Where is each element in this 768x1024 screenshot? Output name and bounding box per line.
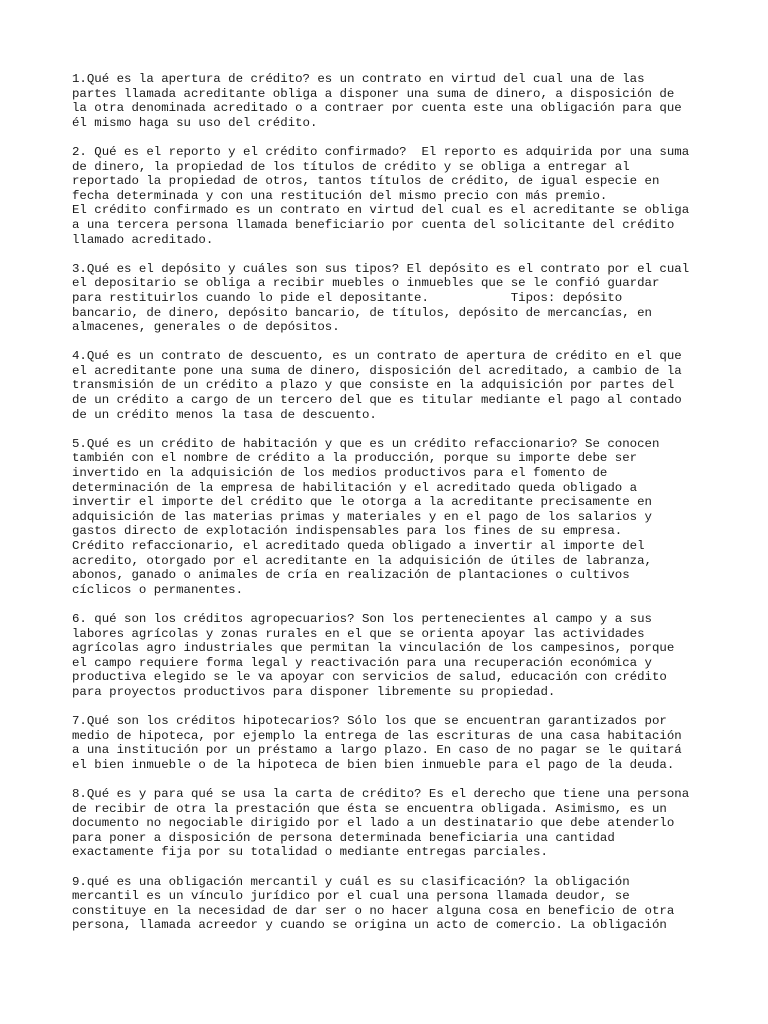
text-line: de recibir de otra la prestación que ésta se encuentra obligada. Asimismo, es un: [72, 801, 667, 816]
text-line: 9.qué es una obligación mercantil y cuál es su clasificación? la obligación: [72, 874, 630, 889]
text-line: el acreditante pone una suma de dinero, disposición del acreditado, a cambio de la: [72, 363, 682, 378]
paragraph: [72, 72, 712, 130]
text-line: 1.Qué es la apertura de crédito? es un contrato en virtud del cual una de las: [72, 72, 645, 86]
text-line: mercantil es un vínculo jurídico por el cual una persona llamada deudor, se: [72, 889, 630, 904]
text-line: para proyectos productivos para disponer libremente su propiedad.: [72, 684, 556, 699]
text-line: constituye en la necesidad de dar ser o no hacer alguna cosa en beneficio de otra: [72, 903, 675, 918]
text-line: labores agrícolas y zonas rurales en el que se orienta apoyar las actividades: [72, 626, 645, 641]
text-line: almacenes, generales o de depósitos.: [72, 320, 340, 335]
paragraph: [72, 349, 712, 422]
text-line: medio de hipoteca, por ejemplo la entrega de las escrituras de una casa habitación: [72, 728, 682, 743]
text-line: determinación de la empresa de habilitación y el acreditado queda obligado a: [72, 480, 638, 495]
text-line: el bien inmueble o de la hipoteca de bien bien inmueble para el pago de la deuda.: [72, 757, 675, 772]
text-line: 5.Qué es un crédito de habitación y que es un crédito refaccionario? Se conocen: [72, 436, 660, 451]
text-line: persona, llamada acreedor y cuando se origina un acto de comercio. La obligación: [72, 918, 667, 933]
text-line: de un crédito a cargo de un tercero del que es titular mediante el pago al contado: [72, 393, 682, 408]
paragraph: [72, 437, 712, 598]
text-line: también con el nombre de crédito a la producción, porque su importe debe ser: [72, 451, 638, 466]
text-line: invertir el importe del crédito que le otorga a la acreditante precisamente en: [72, 495, 652, 510]
paragraph: [72, 875, 712, 933]
text-line: fecha determinada y con una restitución del mismo precio con más premio.: [72, 188, 608, 203]
text-line: llamado acreditado.: [72, 232, 214, 247]
text-line: a una institución por un préstamo a largo plazo. En caso de no pagar se le quitará: [72, 743, 682, 758]
document-page: [72, 72, 712, 948]
text-line: él mismo haga su uso del crédito.: [72, 115, 318, 130]
text-line: El crédito confirmado es un contrato en virtud del cual es el acreditante se obliga: [72, 203, 690, 218]
text-line: invertido en la adquisición de los medios productivos para el fomento de: [72, 466, 608, 481]
text-line: cíclicos o permanentes.: [72, 582, 244, 597]
text-line: bancario, de dinero, depósito bancario, de títulos, depósito de mercancías, en: [72, 305, 652, 320]
text-line: documento no negociable dirigido por el lado a un destinatario que debe atenderlo: [72, 816, 675, 831]
paragraph: [72, 787, 712, 860]
text-line: partes llamada acreditante obliga a disponer una suma de dinero, a disposición de: [72, 86, 675, 101]
text-line: 3.Qué es el depósito y cuáles son sus tipos? El depósito es el contrato por el cual: [72, 261, 690, 276]
text-line: a una tercera persona llamada beneficiario por cuenta del solicitante del crédito: [72, 217, 675, 232]
text-line: adquisición de las materias primas y materiales y en el pago de los salarios y: [72, 509, 652, 524]
paragraph: [72, 262, 712, 335]
text-line: de dinero, la propiedad de los títulos de crédito y se obliga a entregar al: [72, 159, 630, 174]
text-line: 7.Qué son los créditos hipotecarios? Sólo los que se encuentran garantizados por: [72, 714, 667, 729]
text-line: 8.Qué es y para qué se usa la carta de crédito? Es el derecho que tiene una persona: [72, 787, 690, 802]
paragraph: [72, 145, 712, 247]
text-line: de un crédito menos la tasa de descuento.: [72, 407, 377, 422]
text-line: para poner a disposición de persona determinada beneficiaria una cantidad: [72, 830, 615, 845]
text-line: para restituirlos cuando lo pide el depositante. Tipos: depósito: [72, 290, 623, 305]
text-line: productiva elegido se le va apoyar con servicios de salud, educación con crédito: [72, 670, 667, 685]
text-line: acredito, otorgado por el acreditante en la adquisición de útiles de labranza,: [72, 553, 652, 568]
text-line: 2. Qué es el reporto y el crédito confirmado? El reporto es adquirida por una suma: [72, 144, 690, 159]
text-line: transmisión de un crédito a plazo y que consiste en la adquisición por partes del: [72, 378, 675, 393]
paragraph: [72, 612, 712, 700]
text-line: el campo requiere forma legal y reactivación para una recuperación económica y: [72, 655, 652, 670]
text-line: 6. qué son los créditos agropecuarios? Son los pertenecientes al campo y a sus: [72, 611, 652, 626]
text-line: Crédito refaccionario, el acreditado queda obligado a invertir al importe del: [72, 539, 645, 553]
text-line: abonos, ganado o animales de cría en realización de plantaciones o cultivos: [72, 568, 630, 583]
text-line: reportado la propiedad de otros, tantos títulos de crédito, de igual especie en: [72, 174, 660, 189]
text-line: gastos directo de explotación indispensables para los fines de su empresa.: [72, 524, 623, 539]
paragraph: [72, 714, 712, 772]
text-line: el depositario se obliga a recibir muebles o inmuebles que se le confió guardar: [72, 276, 660, 291]
text-line: exactamente fija por su totalidad o mediante entregas parciales.: [72, 845, 548, 860]
text-line: 4.Qué es un contrato de descuento, es un contrato de apertura de crédito en el que: [72, 349, 682, 364]
text-line: la otra denominada acreditado o a contraer por cuenta este una obligación para que: [72, 101, 682, 116]
text-line: agrícolas agro industriales que permitan la vinculación de los campesinos, porque: [72, 641, 675, 656]
